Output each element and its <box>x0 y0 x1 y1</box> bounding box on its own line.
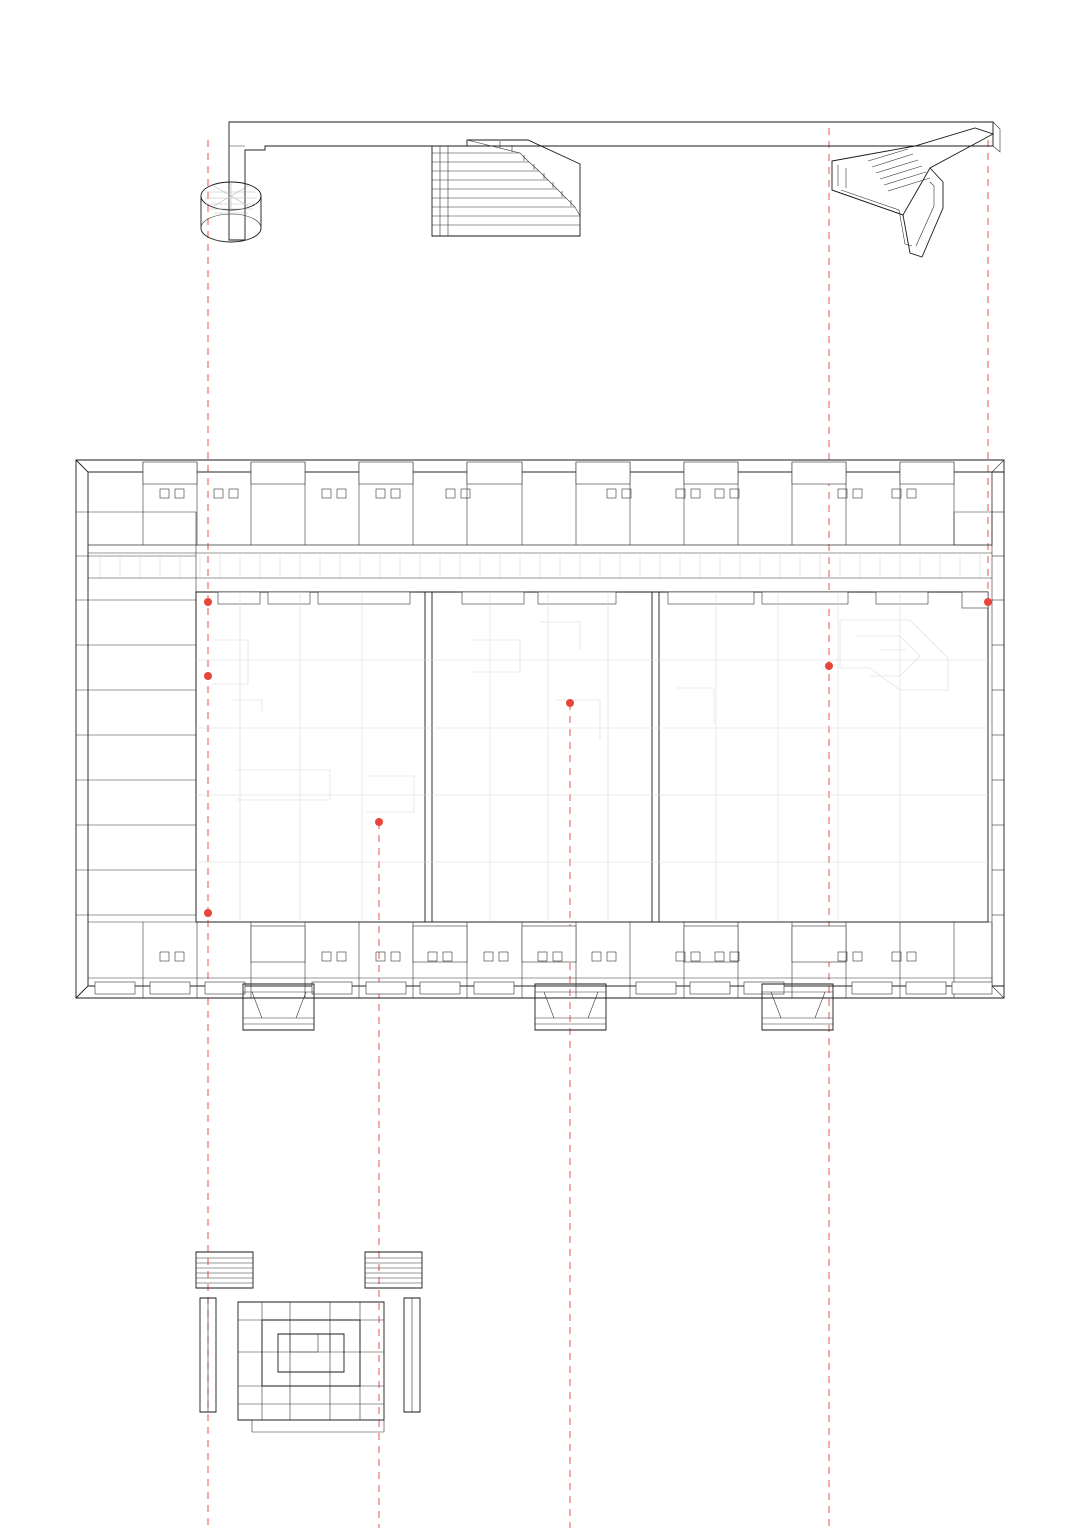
deck-beam-outline <box>229 122 993 240</box>
ramp-inner-fold <box>841 182 934 246</box>
core-inner-ring <box>262 1320 360 1386</box>
core-top-left-block <box>196 1252 253 1288</box>
core-inner-detail <box>290 1334 330 1352</box>
deck-beam-right-return <box>993 122 1000 152</box>
core-left-panel <box>200 1298 216 1412</box>
interior-outline <box>196 592 988 922</box>
straight-stair-flight <box>432 140 580 236</box>
upper-row-small-squares <box>160 489 916 498</box>
drum-bottom-ellipse <box>201 214 261 242</box>
upper-row-band <box>88 472 992 545</box>
axis-node-7 <box>984 598 992 606</box>
interior-grid-light <box>196 592 988 922</box>
ramp-lower-fold <box>832 168 943 257</box>
lower-core-plan <box>196 1252 422 1432</box>
red-alignment-axes <box>208 128 988 1528</box>
folded-ramp-structure <box>832 128 993 257</box>
axis-node-5 <box>566 699 574 707</box>
interior-field <box>196 592 988 922</box>
right-rib-stack <box>992 512 1004 915</box>
interior-furniture-hints <box>212 620 948 812</box>
red-alignment-nodes <box>204 598 992 917</box>
upper-row-corner-box <box>954 512 992 545</box>
lower-row-module-boxes <box>251 926 846 962</box>
stair-stringer <box>467 140 580 216</box>
plinth-2 <box>535 984 606 1030</box>
stair-left-edge <box>440 146 448 236</box>
upper-module-row <box>88 462 992 578</box>
core-right-panel <box>404 1298 420 1412</box>
ramp-notch <box>838 165 846 188</box>
upper-stair-deck <box>201 122 1000 257</box>
axis-node-3 <box>204 909 212 917</box>
main-roof-plan <box>76 460 1004 1030</box>
left-rib-stack <box>76 472 196 986</box>
stair-flight-outline <box>432 140 580 236</box>
axis-node-2 <box>204 672 212 680</box>
right-stepped-edge <box>992 460 1004 998</box>
core-base-slab <box>252 1420 384 1432</box>
interior-main-partitions <box>425 592 659 922</box>
axis-node-1 <box>204 598 212 606</box>
axis-node-6 <box>825 662 833 670</box>
deck-beam-inner-edge <box>229 146 265 150</box>
left-stepped-edge <box>76 460 1004 998</box>
interior-door-openings <box>218 592 988 608</box>
upper-row-balustrade <box>100 553 980 578</box>
upper-row-bottom-rail <box>88 545 992 553</box>
plinth-1 <box>243 984 314 1030</box>
core-central-grid <box>238 1302 384 1432</box>
spiral-treads <box>205 182 257 213</box>
lower-module-row <box>88 922 992 998</box>
core-inner-chamber <box>278 1334 344 1372</box>
spiral-stair-drum <box>201 150 261 242</box>
main-outer-frame <box>76 460 1004 998</box>
core-top-right-block <box>365 1252 422 1288</box>
axis-node-4 <box>375 818 383 826</box>
stair-treads <box>432 153 580 225</box>
ramp-plate-upper <box>832 128 993 215</box>
upper-row-module-boxes <box>143 462 954 484</box>
